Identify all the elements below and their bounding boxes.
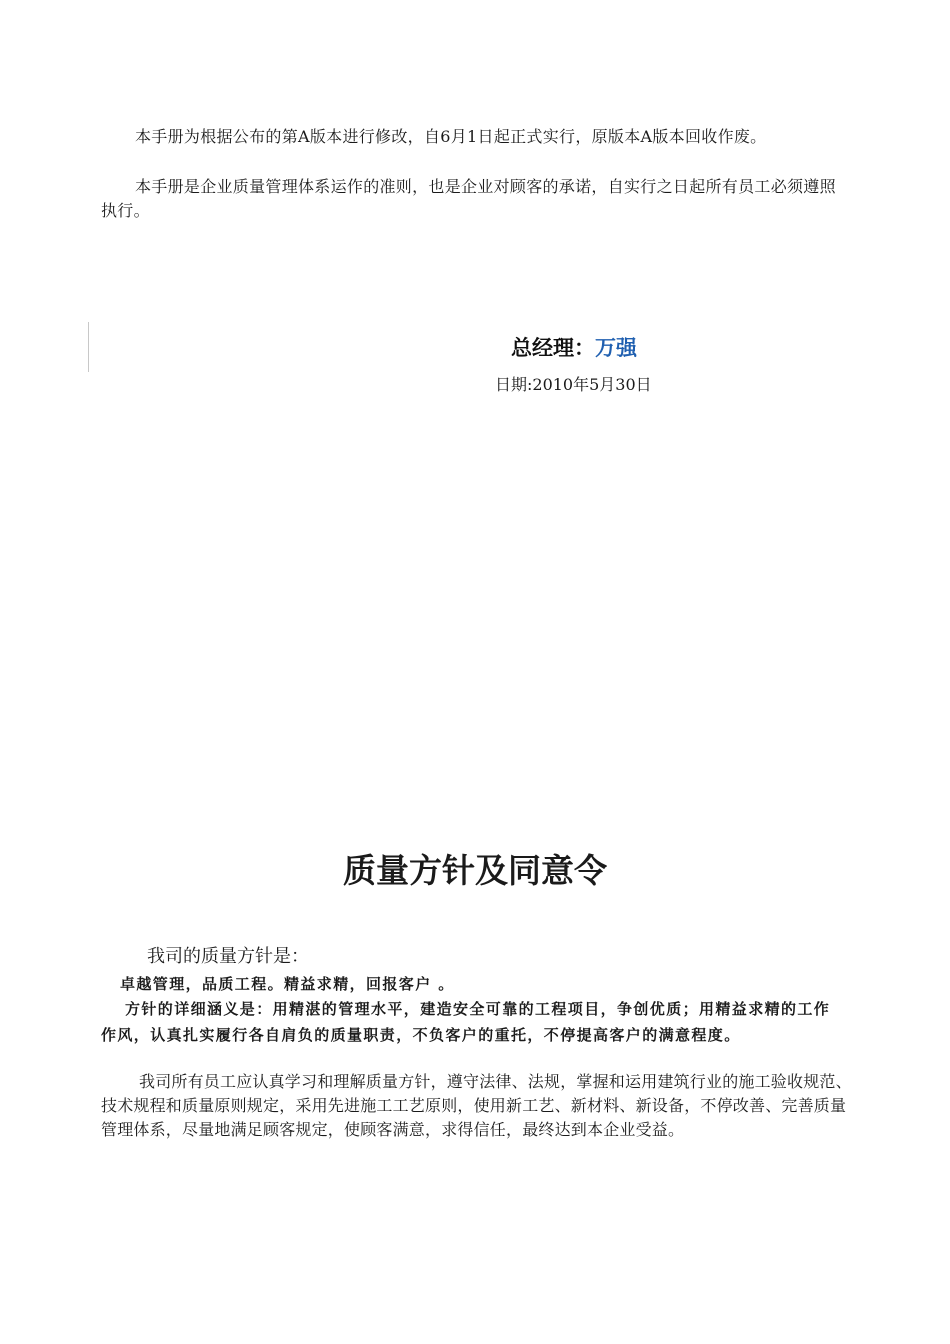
signer-role: 总经理： [511, 336, 595, 360]
policy-meaning: 方针的详细涵义是：用精湛的管理水平，建造安全可靠的工程项目，争创优质；用精益求精的工作作风，认真扎实履行各自肩负的质量职责，不负客户的重托，不停提高客户的满意程度。 [101, 1000, 831, 1044]
section-title: 质量方针及同意令 [343, 851, 607, 890]
margin-divider [88, 322, 89, 372]
signature-line [511, 333, 637, 363]
policy-body-paragraph: 我司所有员工应认真学习和理解质量方针，遵守法律、法规，掌握和运用建筑行业的施工验收规范、技术规程和质量原则规定，采用先进施工工艺原则，使用新工艺、新材料、新设备，不停改善、完善质量管理体系，尽量地满足顾客规定，使顾客满意，求得信任，最终达到本企业受益。 [101, 1072, 852, 1139]
policy-intro: 我司的质量方针是： [147, 946, 309, 967]
preface-paragraph-2: 本手册是企业质量管理体系运作的准则，也是企业对顾客的承诺，自实行之日起所有员工必须遵照执行。 [101, 177, 836, 220]
signature-date: 日期:2010年5月30日 [495, 375, 652, 394]
signer-name: 万强 [595, 336, 637, 360]
preface-paragraph-1: 本手册为根据公布的第A版本进行修改，自6月1日起正式实行，原版本A版本回收作废。 [135, 127, 767, 146]
policy-slogan: 卓越管理，品质工程。精益求精，回报客户 。 [120, 975, 455, 993]
